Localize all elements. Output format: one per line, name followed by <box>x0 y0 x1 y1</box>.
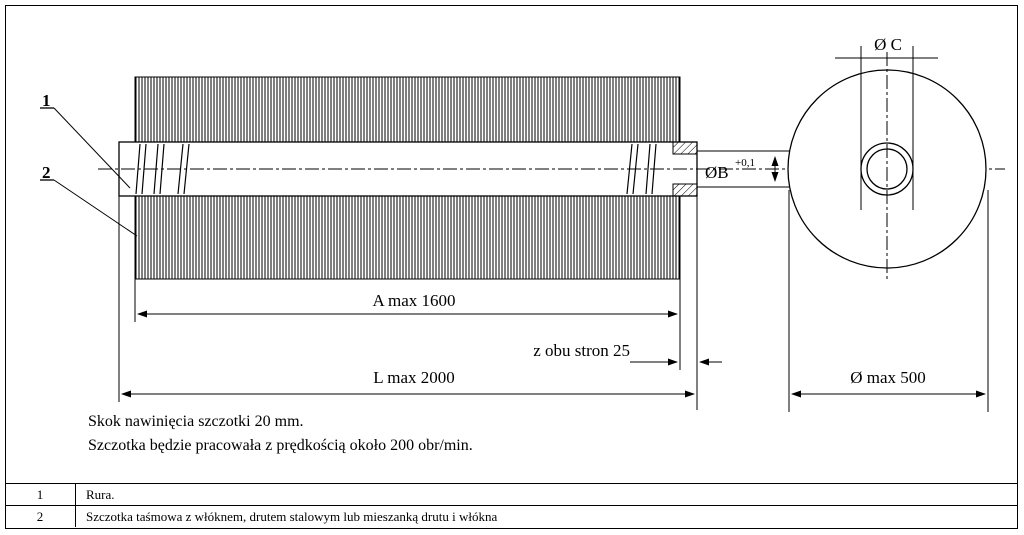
parts-legend <box>5 483 1018 527</box>
callout-2-number: 2 <box>42 163 51 182</box>
dim-label-both-sides: z obu stron 25 <box>533 341 630 360</box>
legend-text: Rura. <box>76 484 1019 506</box>
callout-1 <box>40 91 130 188</box>
brush-lower <box>135 196 680 279</box>
note-winding-pitch: Skok nawinięcia szczotki 20 mm. <box>88 413 304 430</box>
legend-number: 2 <box>5 506 76 528</box>
tube-end-hatch-top <box>673 142 697 154</box>
tube-end-hatch-bottom <box>673 184 697 196</box>
legend-text: Szczotka taśmowa z włóknem, drutem stalowym lub mieszanką drutu i włókna <box>76 506 1019 528</box>
dim-label-outer: Ø max 500 <box>850 368 926 387</box>
legend-row <box>5 506 1018 528</box>
brush-upper <box>135 77 680 142</box>
note-rotation-speed: Szczotka będzie pracowała z prędkością około 200 obr/min. <box>88 437 473 454</box>
dim-label-l: L max 2000 <box>373 368 455 387</box>
legend-number: 1 <box>5 484 76 506</box>
dim-tolerance-b: +0,1 <box>735 157 755 169</box>
callout-1-number: 1 <box>42 91 51 110</box>
dim-label-c: Ø C <box>874 35 902 54</box>
legend-row <box>5 484 1018 506</box>
dim-label-a: A max 1600 <box>372 291 456 310</box>
dim-label-b: ØB <box>705 163 729 182</box>
end-view <box>788 35 986 282</box>
